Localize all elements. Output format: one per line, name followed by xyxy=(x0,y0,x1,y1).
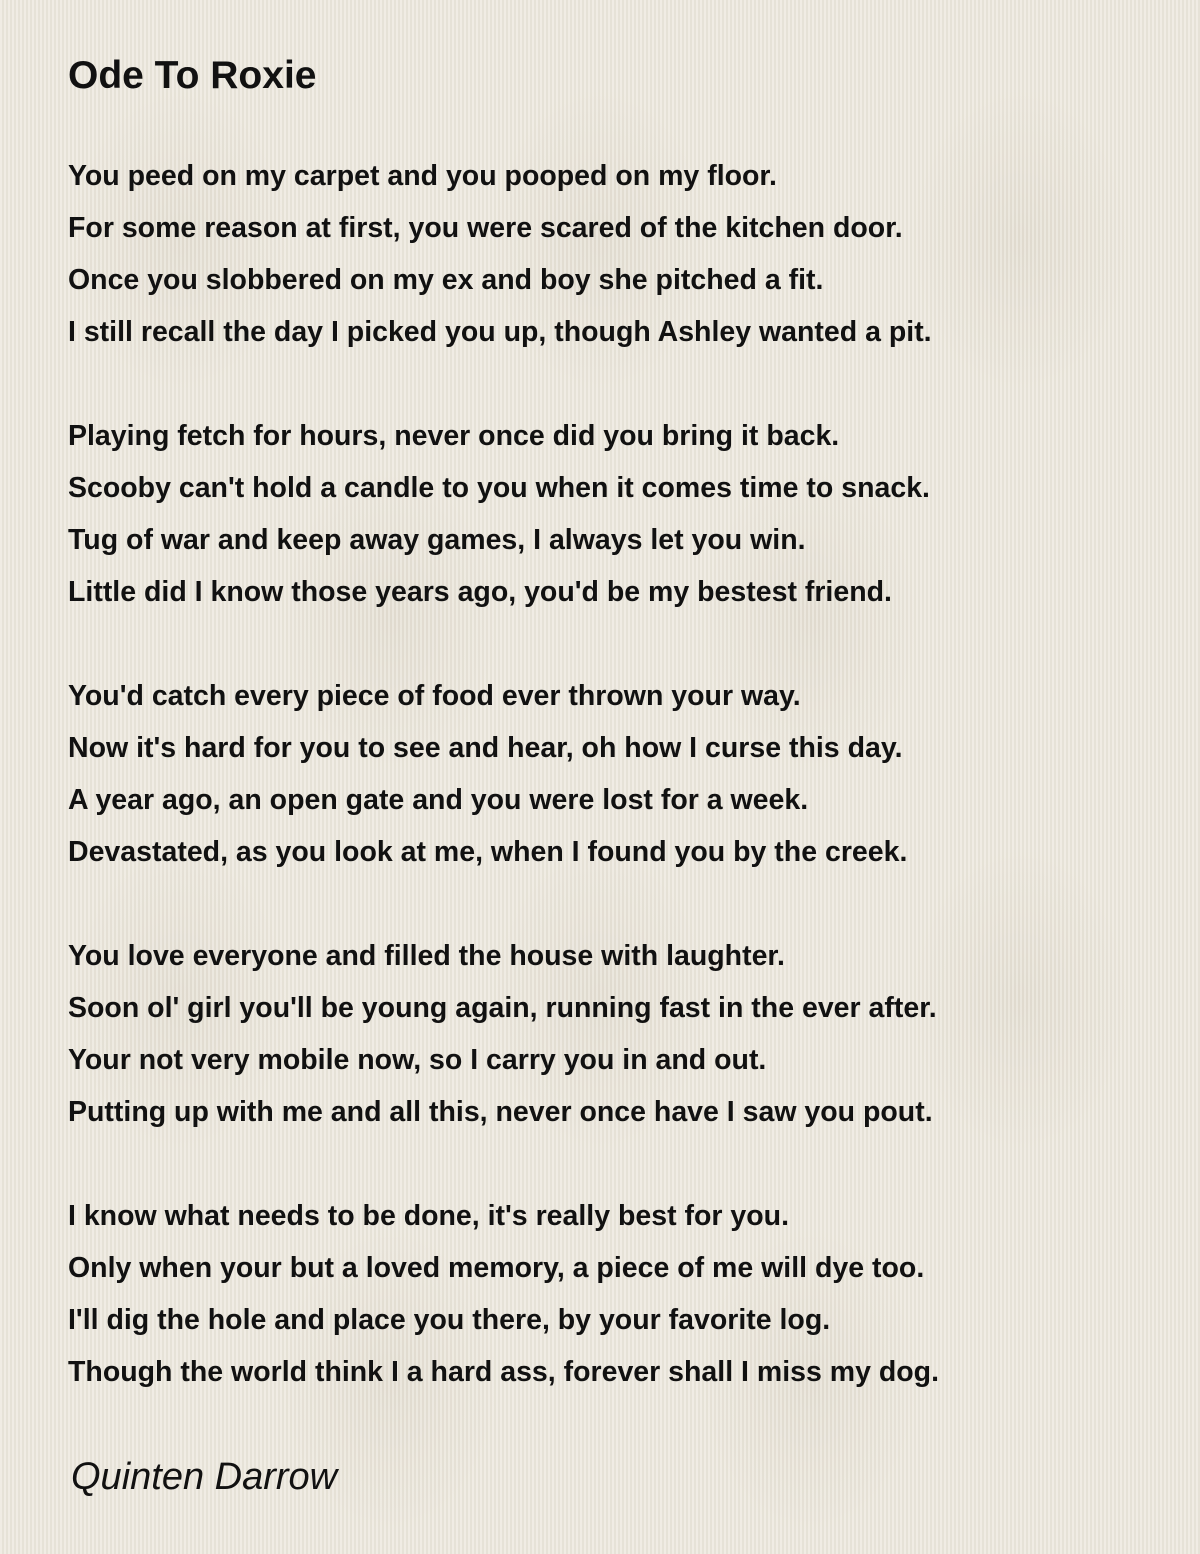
poem-author: Quinten Darrow xyxy=(71,1456,338,1498)
poem-line: Though the world think I a hard ass, forever shall I miss my dog. xyxy=(68,1356,940,1388)
poem-line: Scooby can't hold a candle to you when it comes time to snack. xyxy=(68,472,930,504)
stanza-3 xyxy=(68,670,939,878)
poem-line: For some reason at first, you were scared of the kitchen door. xyxy=(68,212,903,244)
stanza-4 xyxy=(68,930,939,1138)
poem-title: Ode To Roxie xyxy=(68,54,317,97)
poem-line: Once you slobbered on my ex and boy she pitched a fit. xyxy=(68,264,824,296)
poem-line: Tug of war and keep away games, I always let you win. xyxy=(68,524,806,556)
poem-line: I know what needs to be done, it's really best for you. xyxy=(68,1200,789,1232)
poem-line: A year ago, an open gate and you were lost for a week. xyxy=(68,784,809,816)
stanza-1 xyxy=(68,150,939,358)
poem-line: Devastated, as you look at me, when I found you by the creek. xyxy=(68,836,908,868)
poem-line: Little did I know those years ago, you'd be my bestest friend. xyxy=(68,576,892,608)
stanza-2 xyxy=(68,410,939,618)
poem-line: Soon ol' girl you'll be young again, running fast in the ever after. xyxy=(68,992,937,1024)
poem-line: Only when your but a loved memory, a piece of me will dye too. xyxy=(68,1252,925,1284)
poem-line: You'd catch every piece of food ever thrown your way. xyxy=(68,680,801,712)
poem-line: Putting up with me and all this, never once have I saw you pout. xyxy=(68,1096,933,1128)
poem-line: Your not very mobile now, so I carry you in and out. xyxy=(68,1044,767,1076)
poem-line: Playing fetch for hours, never once did you bring it back. xyxy=(68,420,840,452)
stanza-5 xyxy=(68,1190,939,1398)
poem-line: I still recall the day I picked you up, though Ashley wanted a pit. xyxy=(68,316,932,348)
poem-line: I'll dig the hole and place you there, by your favorite log. xyxy=(68,1304,831,1336)
poem-line: You peed on my carpet and you pooped on my floor. xyxy=(68,160,777,192)
poem-body xyxy=(68,150,939,1450)
poem-line: Now it's hard for you to see and hear, oh how I curse this day. xyxy=(68,732,903,764)
poem-line: You love everyone and filled the house with laughter. xyxy=(68,940,785,972)
